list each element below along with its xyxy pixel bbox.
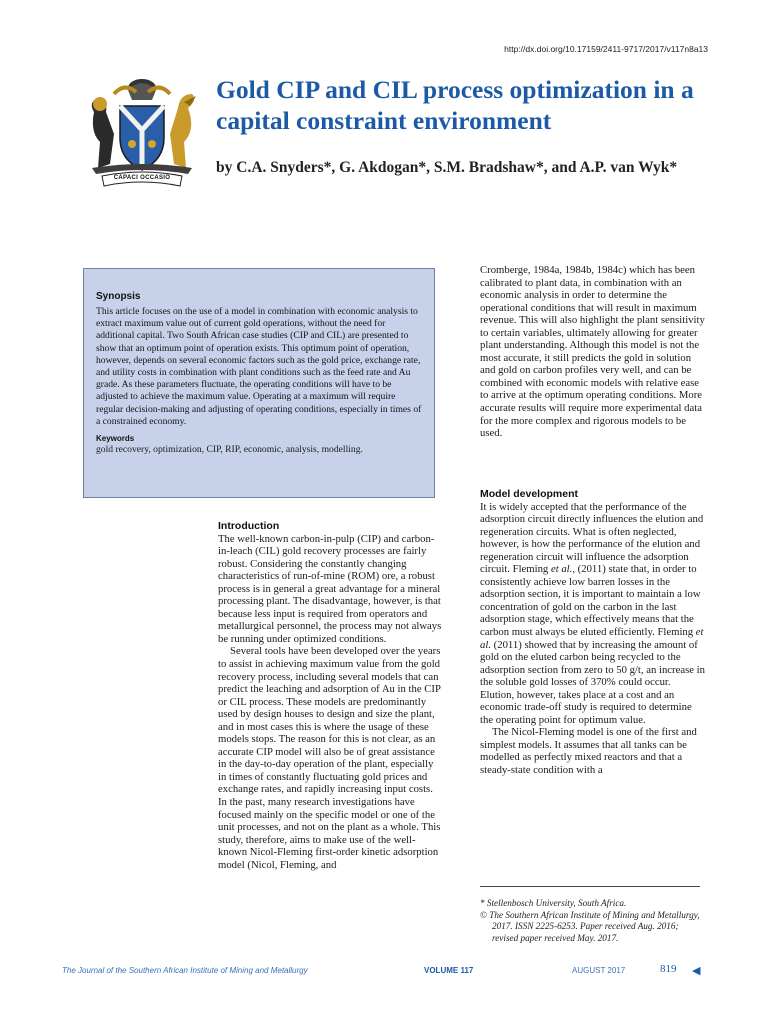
affiliation-footnote: * Stellenbosch University, South Africa. [480,898,627,908]
page-footer [62,964,712,978]
institute-coat-of-arms-icon [84,72,200,190]
doi-link[interactable]: http://dx.doi.org/10.17159/2411-9717/2017/v117n8a13 [504,44,708,54]
et-al-italic: et al. [550,563,573,576]
introduction-paragraph-1: The well-known carbon-in-pulp (CIP) and carbon-in-leach (CIL) gold recovery processes are fairly robust. Considering the constantly changing characteristics of run-of-mine (ROM) ore, a robust process is in general a great advantage for a mineral processing plant. The disadvantage, however, is that because less input is required from operators and metallurgical personnel, the process may not always be running under optimized conditions. [218,532,442,645]
model-development-paragraph-2: The Nicol-Fleming model is one of the first and simplest models. It assumes that all tanks can be modelled as perfectly mixed reactors and that a steady-state condition with a [480,726,697,777]
footer-date: AUGUST 2017 [572,966,626,975]
model-development-paragraph-1 [480,501,706,727]
motto-scroll-text: CAPACI OCCASIO [113,175,171,181]
left-triangle-icon: ◀ [692,965,701,977]
copyright-footnote: © The Southern African Institute of Mining and Metallurgy, 2017. ISSN 2225-6253. Paper received Aug. 2016; revised paper received May. 2017. [480,909,700,943]
footnotes [480,898,706,944]
continuation-paragraph [480,264,706,440]
footer-page-number: 819 [660,963,677,975]
author-list: by C.A. Snyders*, G. Akdogan*, S.M. Bradshaw*, and A.P. van Wyk* [216,159,678,176]
footnote-divider [480,886,700,887]
synopsis-heading: Synopsis [96,291,141,302]
model-development-heading: Model development [480,488,579,500]
synopsis-text: This article focuses on the use of a model in combination with economic analysis to extract maximum value out of current gold operations, without the need for additional capital. Two South African case studies (CIP and CIL) are presented to show that an optimum point of operation exists. This optimum point of operation, however, depends on several economic factors such as the gold price, exchange rate, and utility costs in combination with plant conditions such as the feed rate and Au grade. As these parameters fluctuate, the operating conditions will have to be adjusted to achieve the maximum value. Operating at a maximum will require regular decision-making and adjusting of operating conditions, especially in times of a constrained economy. [96,306,422,427]
model-development-section [480,488,706,777]
introduction-paragraph-2: Several tools have been developed over the years to assist in achieving maximum value from the gold recovery process, including several models that can predict the leaching and adsorption of Au in the CIP or CIL process. These models are predominantly used by design houses to design and size the plant, and in most cases this is where the usage of these models stops. The reason for this is not clear, as an accurate CIP model will also be of great assistance in the day-to-day operation of the plant, especially in times of constantly fluctuating gold prices and exchange rates, and rapidly increasing input costs. In the past, many research investigations have focused mainly on the specific model or one of the unit processes, and not on the plant as a whole. This study, therefore, aims to make use of the well-known Nicol-Fleming first-order kinetic adsorption model (Nicol, Fleming, and [218,645,441,871]
continuation-text: Cromberge, 1984a, 1984b, 1984c) which has been calibrated to plant data, in combination with an economic analysis in order to determine the operational conditions that will result in maximum revenue. This will also highlight the plant sensitivity to certain variables, ultimately allowing for greater plant understanding. Although this model is not the most accurate, it still predicts the gold in solution and gold on carbon profiles very well, and can be combined with economic models with relative ease to arrive at the optimum operating conditions. More accurate results will require more experimental data for the more complex and rigorous models to be used. [480,264,705,440]
introduction-heading: Introduction [218,520,280,532]
keywords-heading: Keywords [96,434,135,444]
article-title: Gold CIP and CIL process optimization in a capital constraint environment [216,75,694,135]
footer-volume: VOLUME 117 [424,966,474,975]
paragraph-text-part: It is widely accepted that the performance of the adsorption circuit directly influences the elution and regeneration circuits. What is often neglected, however, is how the performance of the elution and regeneration circuit will influence the adsorption circuit. Fleming [480,500,704,576]
introduction-section [218,520,444,871]
et-al-italic: et al. [480,626,704,651]
paragraph-text-part: (2011) showed that by increasing the amount of gold on the eluted carbon being recycled to the adsorption section from zero to 50 g/t, an increase in the soluble gold losses of 370% could occur. Elution, however, takes place at a cost and an economic trade-off study is required to determine the operating point for optimum value. [480,638,705,726]
paragraph-text-part: , (2011) state that, in order to consistently achieve low barren losses in the adsorption section, it is important to maintain a low concentration of gold on the carbon in the last adsorption stage, which effectively means that the carbon must always be eluted efficiently. Fleming [480,563,701,639]
footer-journal-name: The Journal of the Southern African Institute of Mining and Metallurgy [62,966,308,975]
keywords-text: gold recovery, optimization, CIP, RIP, economic, analysis, modelling. [96,444,363,456]
synopsis-box [83,268,435,498]
